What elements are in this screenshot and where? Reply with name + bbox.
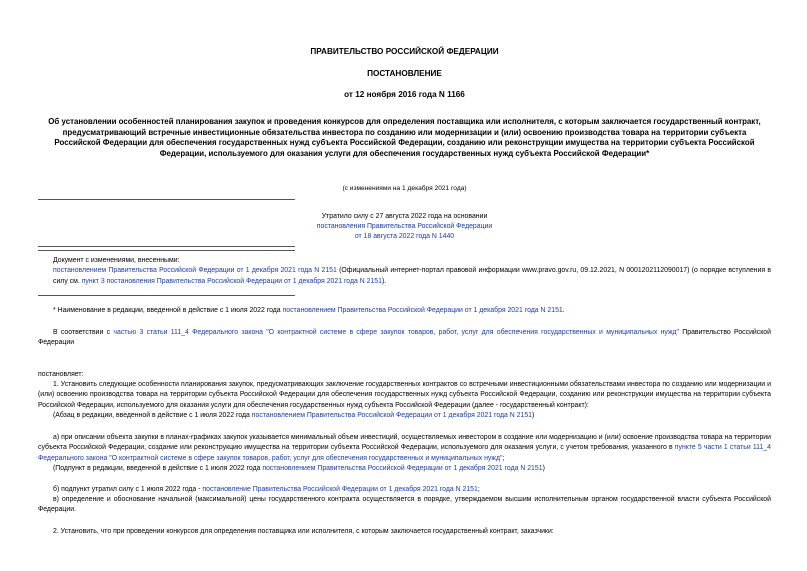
divider [38,250,295,251]
changes-block [53,256,771,287]
preamble [38,328,771,349]
footnote-text: * Наименование в редакции, введенной в действие с 1 июля 2022 года [53,307,281,314]
preamble-link[interactable]: частью 3 статьи 111_4 Федерального закона "О контрактной системе в сфере закупок товаров, работ, услуг для обеспечения государственных и муниципальных нужд" [113,329,679,336]
subparagraph-b-end: ; [477,486,480,493]
footnote-link[interactable]: постановлением Правительства Российской Федерации от 1 декабря 2021 года N 2151 [282,307,563,314]
changes-end: ). [381,277,387,285]
changes-text: (Официальный интернет-портал правовой информации www.pravo.gov.ru, 09.12.2021, N 0001202112090017) (о порядке вступления в силу см. [53,267,771,285]
note-text: (Абзац в редакции, введенной в действие с 1 июля 2022 года [53,412,250,419]
expired-link-1[interactable]: постановления Правительства Российской Федерации [316,223,493,230]
document-date: от 12 ноября 2016 года N 1166 [344,90,465,99]
changes-lead: Документ с изменениями, внесенными: [53,257,180,264]
changes-link-2[interactable]: пункт 3 постановления Правительства Российской Федерации от 1 декабря 2021 года N 2151 [81,277,382,285]
subparagraph-a-link[interactable]: пункте 5 части 1 статьи 111_4 Федерального закона "О контрактной системе в сфере закупок товаров, работ, услуг для обеспечения государственных и муниципальных нужд" [38,444,771,462]
note-end: ) [532,412,535,419]
government-heading: ПРАВИТЕЛЬСТВО РОССИЙСКОЙ ФЕДЕРАЦИИ [310,47,499,56]
document-title: Об установлении особенностей планирования закупок и проведения конкурсов для определения поставщика или исполнителя, с которым заключается государственный контракт, предусматривающий встречные инвестиционные обязательства инвестора по созданию или модернизации и (или) освоению производства товара на территории субъекта Российской Федерации для обеспечения государственных нужд субъекта Российской Федерации, созданию или реконструкции имущества на территории субъекта Российской Федерации, используемого для оказания услуги для обеспечения государственных нужд субъекта Российской Федерации* [48,117,761,158]
note-end: ) [542,465,545,472]
subparagraph-b-link[interactable]: постановление Правительства Российской Федерации от 1 декабря 2021 года N 2151 [202,486,478,493]
document-type: ПОСТАНОВЛЕНИЕ [367,69,442,78]
expired-text: Утратило силу с 27 августа 2022 года на основании [321,213,488,220]
paragraph-1: 1. Установить следующие особенности планирования закупок, предусматривающих заключение государственных контрактов со встречными инвестиционными обязательствами инвестора по созданию или модернизации и (или) освоению производства товара на территории субъекта Российской Федерации для обеспечения государственных нужд субъекта Российской Федерации, созданию или реконструкции имущества на территории субъекта Российской Федерации, используемого для оказания услуги для обеспечения государственных нужд субъекта Российской Федерации (далее - государственный контракт): [38,381,771,409]
subparagraph-b-text: б) подпункт утратил силу с 1 июля 2022 года - [53,486,201,493]
footnote-end: . [562,307,565,314]
subparagraph-v: в) определение и обоснование начальной (максимальной) цены государственного контракта осуществляется в порядке, утверждаемом высшим исполнительным органом государственной власти субъекта Российской Федерации. [38,496,771,514]
subparagraph-a-note [53,464,771,474]
expired-link-2[interactable]: от 18 августа 2022 года N 1440 [354,233,455,240]
footnote [53,306,771,316]
subparagraph-a-end: ; [502,454,505,462]
subparagraph-a-text: а) при описании объекта закупки в планах-графиках закупок указывается минимальный объем инвестиций, осуществляемых инвестором в создание или модернизацию и (или) освоение производства товара на территории субъекта Российской Федерации, создание или реконструкцию имущества на территории субъекта Российской Федерации, используемого для оказания услуги, с учетом требования, указанного в [38,434,771,452]
divider [38,246,295,247]
expired-notice [268,212,541,242]
paragraph-1-note-link[interactable]: постановлением Правительства Российской Федерации от 1 декабря 2021 года N 2151 [251,412,533,419]
note-text: (Подпункт в редакции, введенной в действие с 1 июля 2022 года [53,465,261,472]
decree-word: постановляет: [38,371,84,378]
paragraph-2: 2. Установить, что при проведении конкурсов для определения поставщика или исполнителя, с которым заключается государственный контракт, заказчики: [53,528,554,535]
changes-link[interactable]: постановлением Правительства Российской Федерации от 1 декабря 2021 года N 2151 [53,267,337,275]
divider [38,199,295,200]
subparagraph-b [53,485,771,495]
subparagraph-a-note-link[interactable]: постановлением Правительства Российской Федерации от 1 декабря 2021 года N 2151 [262,465,543,472]
divider [38,295,295,296]
preamble-end: Правительство Российской Федерации [38,329,771,347]
subparagraph-a [38,433,771,464]
preamble-text: В соответствии с [53,329,111,336]
amendment-note: (с изменениями на 1 декабря 2021 года) [342,185,467,192]
paragraph-1-note [53,411,771,421]
